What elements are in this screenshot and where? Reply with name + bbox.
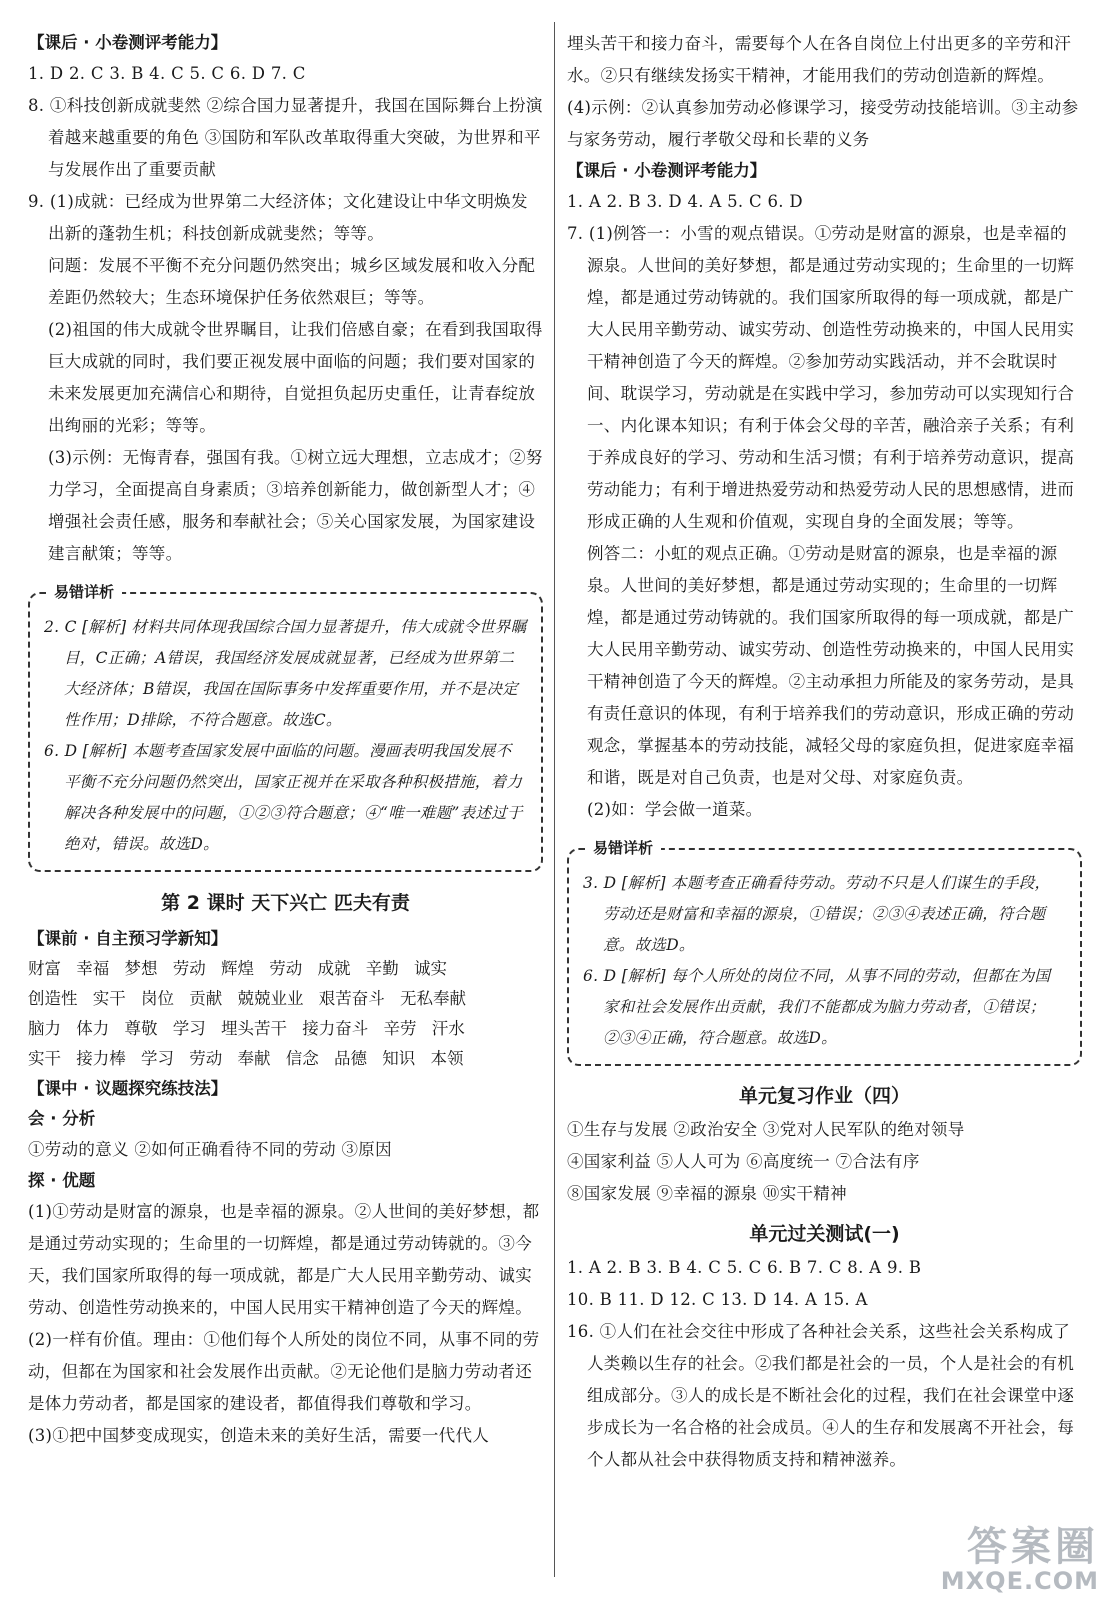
analysis-item: 6. D [解析] 本题考查国家发展中面临的问题。漫画表明我国发展不平衡不充分问题仍然突出，国家正视并在采取各种积极措施，着力解决各种发展中的问题，①②③符合题意；④“唯一难题”表述过于绝对，错误。故选D。 bbox=[44, 742, 523, 853]
right-column bbox=[567, 28, 1082, 1476]
answer-q9-part2: (2)祖国的伟大成就令世界瞩目，让我们倍感自豪；在看到我国取得巨大成就的同时，我们要正视发展中面临的问题；我们要对国家的未来发展更加充满信心和期待，自觉担负起历史重任，让青春绽放出绚丽的光彩；等等。 bbox=[48, 320, 543, 435]
keyword-row: 财富 幸福 梦想 劳动 辉煌 劳动 成就 辛勤 诚实 bbox=[28, 959, 447, 978]
column-divider bbox=[554, 22, 555, 1577]
error-analysis-box bbox=[567, 839, 1082, 1066]
subheading-analysis: 会 · 分析 bbox=[28, 1109, 96, 1128]
answer-q9-part1: 9. (1)成就：已经成为世界第二大经济体；文化建设让中华文明焕发出新的蓬勃生机；科技创新成就斐然；等等。 bbox=[28, 192, 528, 243]
explore-answer-1: (1)①劳动是财富的源泉，也是幸福的源泉。②人世间的美好梦想，都是通过劳动实现的；生命里的一切辉煌，都是通过劳动铸就的。③今天，我们国家所取得的每一项成就，都是广大人民用辛勤劳动、诚实劳动、创造性劳动换来的，中国人民用实干精神创造了今天的辉煌。 bbox=[28, 1202, 540, 1317]
answers-row: 10. B 11. D 12. C 13. D 14. A 15. A bbox=[567, 1290, 868, 1309]
keyword-row: 脑力 体力 尊敬 学习 埋头苦干 接力奋斗 辛劳 汗水 bbox=[28, 1019, 465, 1038]
review-keywords: ⑧国家发展 ⑨幸福的源泉 ⑩实干精神 bbox=[567, 1184, 847, 1203]
answer-q7-part2: (2)如：学会做一道菜。 bbox=[587, 800, 763, 819]
analysis-points: ①劳动的意义 ②如何正确看待不同的劳动 ③原因 bbox=[28, 1140, 392, 1159]
answer-q7-example2: 例答二：小虹的观点正确。①劳动是财富的源泉，也是幸福的源泉。人世间的美好梦想，都是通过劳动实现的；生命里的一切辉煌，都是通过劳动铸就的。我们国家所取得的每一项成就，都是广大人民用辛勤劳动、诚实劳动、创造性劳动换来的，中国人民用实干精神创造了今天的辉煌。②主动承担力所能及的家务劳动，是具有责任意识的体现，有利于培养我们的劳动意识，形成正确的劳动观念，掌握基本的劳动技能，减轻父母的家庭负担，促进家庭幸福和谐，既是对自己负责，也是对父母、对家庭负责。 bbox=[587, 544, 1075, 787]
section-heading-after-class: 【课后 · 小卷测评考能力】 bbox=[567, 161, 767, 180]
answer-q9-part3: (3)示例：无悔青春，强国有我。①树立远大理想，立志成才；②努力学习，全面提高自身素质；③培养创新能力，做创新型人才；④增强社会责任感，服务和奉献社会；⑤关心国家发展，为国家建设建言献策；等等。 bbox=[48, 448, 543, 563]
keyword-row: 创造性 实干 岗位 贡献 兢兢业业 艰苦奋斗 无私奉献 bbox=[28, 989, 466, 1008]
watermark-logo bbox=[941, 1526, 1099, 1594]
answer-q8: 8. ①科技创新成就斐然 ②综合国力显著提升，我国在国际舞台上扮演着越来越重要的角色 ③国防和军队改革取得重大突破，为世界和平与发展作出了重要贡献 bbox=[28, 96, 543, 179]
lesson-title: 第 2 课时 天下兴亡 匹夫有责 bbox=[161, 892, 410, 914]
review-keywords: ④国家利益 ⑤人人可为 ⑥高度统一 ⑦合法有序 bbox=[567, 1152, 920, 1171]
answers-row: 1. A 2. B 3. B 4. C 5. C 6. B 7. C 8. A 9. B bbox=[567, 1258, 922, 1277]
review-keywords: ①生存与发展 ②政治安全 ③党对人民军队的绝对领导 bbox=[567, 1120, 965, 1139]
watermark-text: 答案圈 bbox=[967, 1524, 1099, 1570]
answer-q16: 16. ①人们在社会交往中形成了各种社会关系，这些社会关系构成了人类赖以生存的社会。②我们都是社会的一员，个人是社会的有机组成部分。③人的成长是不断社会化的过程，我们在社会课堂中逐步成长为一名合格的社会成员。④人的生存和发展离不开社会，每个人都从社会中获得物质支持和精神滋养。 bbox=[567, 1322, 1075, 1469]
analysis-item: 3. D [解析] 本题考查正确看待劳动。劳动不只是人们谋生的手段，劳动还是财富和幸福的源泉，①错误；②③④表述正确，符合题意。故选D。 bbox=[583, 874, 1051, 954]
analysis-item: 2. C [解析] 材料共同体现我国综合国力显著提升，伟大成就令世界瞩目，C正确；A错误，我国经济发展成就显著，已经成为世界第二大经济体；B错误，我国在国际事务中发挥重要作用，并不是决定性作用；D排除，不符合题意。故选C。 bbox=[44, 618, 527, 729]
watermark-url: MXQE.COM bbox=[940, 1567, 1099, 1595]
error-analysis-box bbox=[28, 583, 543, 872]
explore-answer-2: (2)一样有价值。理由：①他们每个人所处的岗位不同，从事不同的劳动，但都在为国家和社会发展作出贡献。②无论他们是脑力劳动者还是体力劳动者，都是国家的建设者，都值得我们尊敬和学习。 bbox=[28, 1330, 540, 1413]
unit-review-title: 单元复习作业（四） bbox=[738, 1085, 910, 1107]
unit-test-title: 单元过关测试(一) bbox=[749, 1223, 900, 1245]
section-heading-pre-class: 【课前 · 自主预习学新知】 bbox=[28, 929, 228, 948]
section-heading-in-class: 【课中 · 议题探究练技法】 bbox=[28, 1079, 228, 1098]
subheading-explore: 探 · 优题 bbox=[28, 1171, 96, 1190]
left-column bbox=[28, 28, 543, 1452]
section-heading-after-class: 【课后 · 小卷测评考能力】 bbox=[28, 33, 228, 52]
continued-answer: 埋头苦干和接力奋斗，需要每个人在各自岗位上付出更多的辛劳和汗水。②只有继续发扬实干精神，才能用我们的劳动创造新的辉煌。 bbox=[567, 34, 1071, 85]
answers-row: 1. D 2. C 3. B 4. C 5. C 6. D 7. C bbox=[28, 64, 306, 83]
answers-row: 1. A 2. B 3. D 4. A 5. C 6. D bbox=[567, 192, 803, 211]
analysis-item: 6. D [解析] 每个人所处的岗位不同，从事不同的劳动，但都在为国家和社会发展作出贡献，我们不能都成为脑力劳动者，①错误；②③④正确，符合题意。故选D。 bbox=[583, 967, 1051, 1047]
answer-part4: (4)示例：②认真参加劳动必修课学习，接受劳动技能培训。③主动参与家务劳动，履行孝敬父母和长辈的义务 bbox=[567, 98, 1079, 149]
box-title: 易错详析 bbox=[46, 581, 122, 602]
explore-answer-3: (3)①把中国梦变成现实，创造未来的美好生活，需要一代代人 bbox=[28, 1426, 490, 1445]
answer-q7-example1: 7. (1)例答一：小雪的观点错误。①劳动是财富的源泉，也是幸福的源泉。人世间的美好梦想，都是通过劳动实现的；生命里的一切辉煌，都是通过劳动铸就的。我们国家所取得的每一项成就，都是广大人民用辛勤劳动、诚实劳动、创造性劳动换来的，中国人民用实干精神创造了今天的辉煌。②参加劳动实践活动，并不会耽误时间、耽误学习，劳动就是在实践中学习，参加劳动可以实现知行合一、内化课本知识；有利于体会父母的辛苦，融洽亲子关系；有利于养成良好的学习、劳动和生活习惯；有利于培养劳动意识，提高劳动能力；有利于增进热爱劳动和热爱劳动人民的思想感情，进而形成正确的人生观和价值观，实现自身的全面发展；等等。 bbox=[567, 224, 1075, 531]
box-title: 易错详析 bbox=[585, 837, 661, 858]
keyword-row: 实干 接力棒 学习 劳动 奉献 信念 品德 知识 本领 bbox=[28, 1049, 464, 1068]
answer-q9-problems: 问题：发展不平衡不充分问题仍然突出；城乡区域发展和收入分配差距仍然较大；生态环境保护任务依然艰巨；等等。 bbox=[48, 256, 536, 307]
